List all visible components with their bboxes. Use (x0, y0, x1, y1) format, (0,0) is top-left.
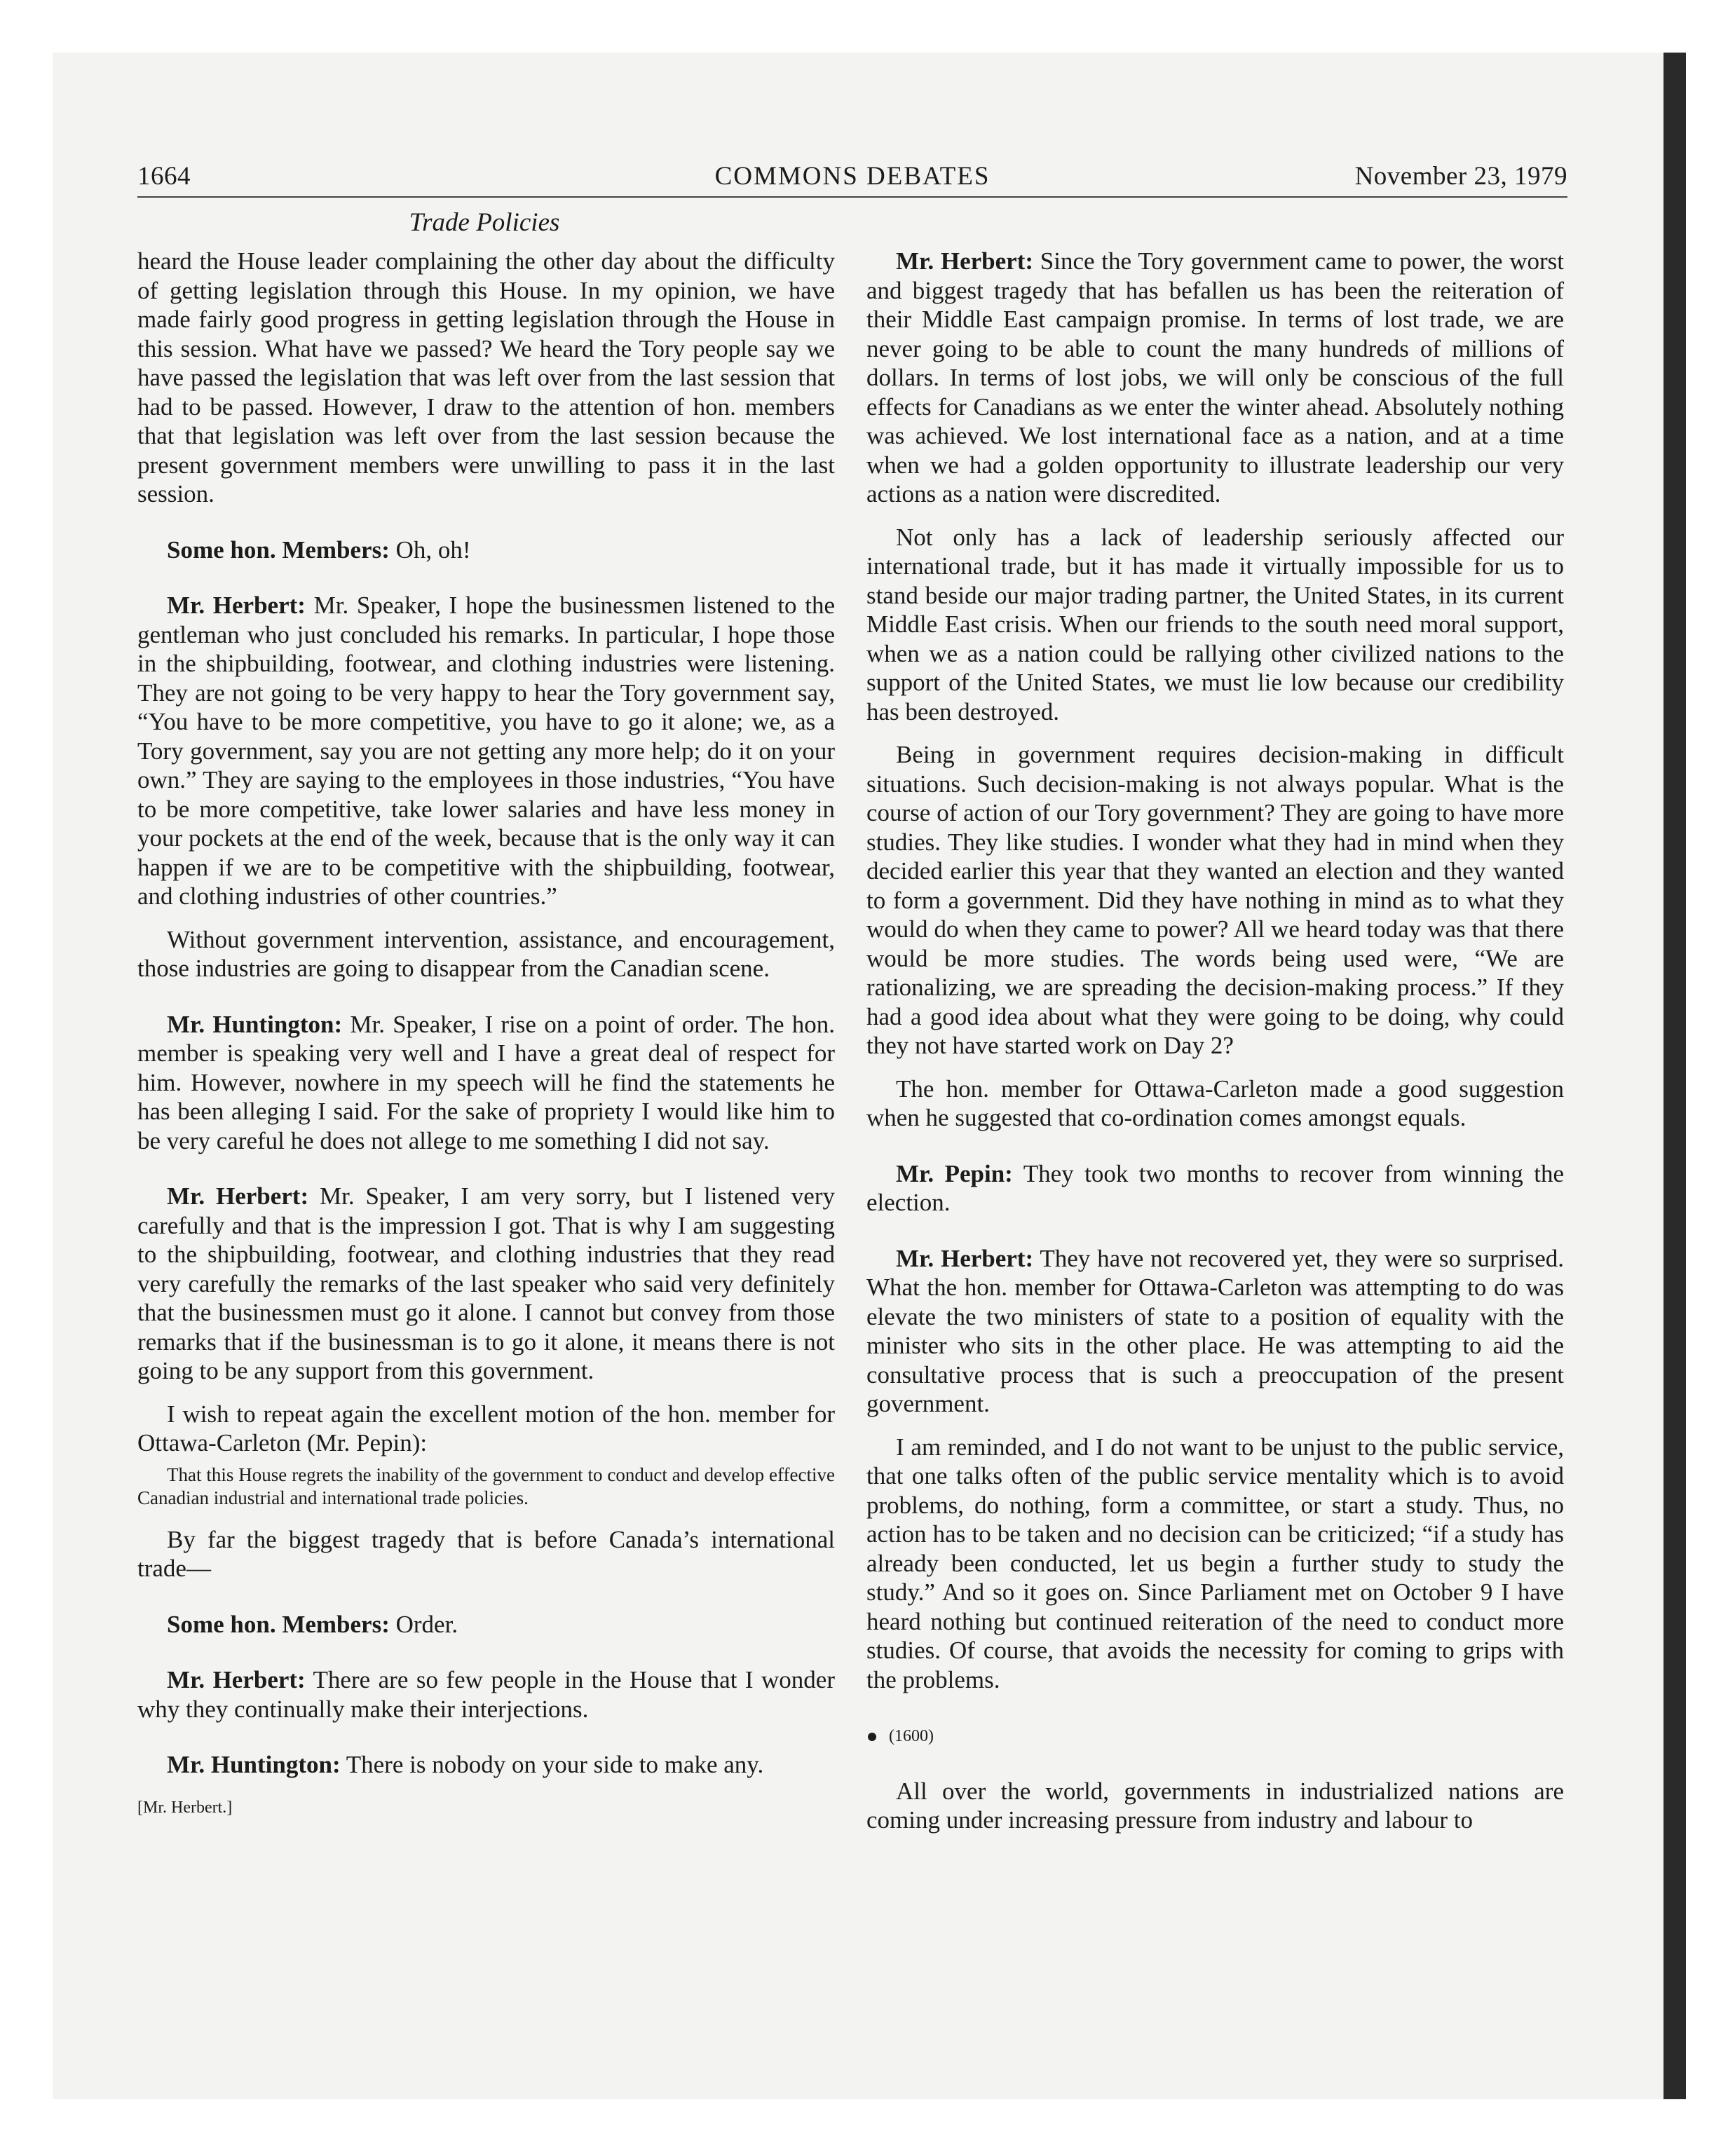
paragraph (866, 1244, 1564, 1419)
speech-text: There is nobody on your side to make any. (340, 1751, 764, 1778)
speech-text: Order. (389, 1610, 458, 1638)
paragraph (137, 1610, 835, 1639)
speech-text: They have not recovered yet, they were so surprised. What the hon. member for Ottawa-Carleton was attempting to do was elevate the two ministers of state to a position of equality with the minister who sits in the other place. He was attempting to aid the consultative process that is such a preoccupation of the present government. (866, 1244, 1564, 1417)
bullet-icon (868, 1733, 876, 1741)
speaker-name: Mr. Herbert: (167, 1182, 309, 1210)
page-number: 1664 (137, 162, 191, 191)
paragraph (866, 1159, 1564, 1217)
speaker-name: Mr. Herbert: (167, 1666, 306, 1693)
paragraph: I am reminded, and I do not want to be unjust to the public service, that one talks often of the public service mentality which is to avoid problems, do nothing, form a committee, or start a study. Thus, no action has to be taken and no decision can be criticized; “if a study has already been conducted, let us begin a further study to study the study.” And so it goes on. Since Parliament met on October 9 I have heard nothing but continued reiteration of the need to conduct more studies. Of course, that avoids the necessity for coming to grips with the problems. (866, 1433, 1564, 1693)
speaker-name: Mr. Huntington: (167, 1010, 343, 1038)
scan-edge-shadow (1663, 53, 1686, 2099)
paragraph (137, 1750, 835, 1780)
motion-quote: That this House regrets the inability of the government to conduct and develop effective Canadian industrial and international trade policies. (137, 1464, 835, 1508)
header-rule (137, 196, 1567, 198)
paragraph (137, 535, 835, 565)
speech-text: Mr. Speaker, I rise on a point of order. The hon. member is speaking very well and I have a great deal of respect for him. However, nowhere in my speech will he find the statements he has been alleging I said. For the sake of propriety I would like him to be very careful he does not allege to me something I did not say. (137, 1010, 835, 1154)
paragraph: Not only has a lack of leadership seriously affected our international trade, but it has made it virtually impossible for us to stand beside our major trading partner, the United States, in its current Middle East crisis. When our friends to the south need moral support, when we as a nation could be rallying other civilized nations to the support of the United States, we must lie low because our credibility has been destroyed. (866, 523, 1564, 725)
speaker-footer-note: [Mr. Herbert.] (137, 1798, 233, 1817)
page-header (137, 161, 1567, 196)
publication-title: COMMONS DEBATES (714, 162, 991, 191)
timestamp-marker (866, 1722, 1564, 1752)
paragraph (137, 1665, 835, 1724)
speech-text: There are so few people in the House that I wonder why they continually make their interjections. (137, 1666, 835, 1723)
speaker-name: Mr. Herbert: (896, 1244, 1034, 1272)
speaker-name: Some hon. Members: (167, 1610, 390, 1638)
paragraph (137, 1182, 835, 1386)
section-title: Trade Policies (409, 208, 560, 237)
publication-date: November 23, 1979 (1354, 162, 1567, 191)
paragraph (137, 1010, 835, 1156)
paragraph: heard the House leader complaining the other day about the difficulty of getting legislation through this House. In my opinion, we have made fairly good progress in getting legislation through the House in this session. What have we passed? We heard the Tory people say we have passed the legislation that was left over from the last session that had to be passed. However, I draw to the attention of hon. members that that legislation was left over from the last session because the present government members were unwilling to pass it in the last session. (137, 247, 835, 507)
paragraph: By far the biggest tragedy that is before Canada’s international trade— (137, 1525, 835, 1582)
speech-text: Mr. Speaker, I am very sorry, but I listened very carefully and that is the impression I got. That is why I am suggesting to the shipbuilding, footwear, and clothing industries that they read very carefully the remarks of the last speaker who said very definitely that the businessmen must go it alone. I cannot but convey from those remarks that if the businessman is to go it alone, it means there is not going to be any support from this government. (137, 1182, 835, 1384)
speaker-name: Mr. Pepin: (896, 1159, 1013, 1187)
speaker-name: Mr. Huntington: (167, 1751, 341, 1778)
paragraph: I wish to repeat again the excellent motion of the hon. member for Ottawa-Carleton (Mr. Pepin): (137, 1400, 835, 1456)
speech-text: Mr. Speaker, I hope the businessmen listened to the gentleman who just concluded his remarks. In particular, I hope those in the shipbuilding, footwear, and clothing industries were listening. They are not going to be very happy to hear the Tory government say, “You have to be more competitive, you have to go it alone; we, as a Tory government, say you are not getting any more help; do it on your own.” They are saying to the employees in those industries, “You have to be more competitive, take lower salaries and have less money in your pockets at the end of the week, because that is the only way it can happen if we are to be competitive with the shipbuilding, footwear, and clothing industries of other countries.” (137, 592, 835, 910)
speaker-name: Some hon. Members: (167, 535, 390, 564)
speech-text: They took two months to recover from winning the election. (866, 1159, 1564, 1216)
left-column (137, 247, 835, 1822)
paragraph: The hon. member for Ottawa-Carleton made a good suggestion when he suggested that co-ordination comes amongst equals. (866, 1074, 1564, 1131)
paragraph: Being in government requires decision-making in difficult situations. Such decision-making is not always popular. What is the course of action of our Tory government? They are going to have more studies. They like studies. I wonder what they had in mind when they decided earlier this year that they wanted an election and they wanted to form a government. Did they have nothing in mind as to what they would do when they came to power? All we heard today was that there would be more studies. The words being used were, “We are rationalizing, we are spreading the decision-making process.” If they had a good idea about what they were going to be doing, why could they not have started work on Day 2? (866, 741, 1564, 1059)
paragraph (866, 247, 1564, 509)
speaker-name: Mr. Herbert: (896, 247, 1034, 275)
paragraph: Without government intervention, assistance, and encouragement, those industries are going to disappear from the Canadian scene. (137, 925, 835, 982)
paragraph (137, 591, 835, 911)
timestamp: (1600) (889, 1727, 934, 1745)
speaker-name: Mr. Herbert: (167, 592, 306, 619)
speech-text: Since the Tory government came to power, the worst and biggest tragedy that has befallen us has been the reiteration of their Middle East campaign promise. In terms of lost trade, we are never going to be able to count the many hundreds of millions of dollars. In terms of lost jobs, we will only be conscious of the full effects for Canadians as we enter the winter ahead. Absolutely nothing was achieved. We lost international face as a nation, and at a time when we had a golden opportunity to illustrate leadership our very actions as a nation were discredited. (866, 247, 1564, 507)
right-column (866, 247, 1564, 1835)
speech-text: Oh, oh! (389, 535, 471, 564)
paragraph: All over the world, governments in industrialized nations are coming under increasing pressure from industry and labour to (866, 1777, 1564, 1834)
